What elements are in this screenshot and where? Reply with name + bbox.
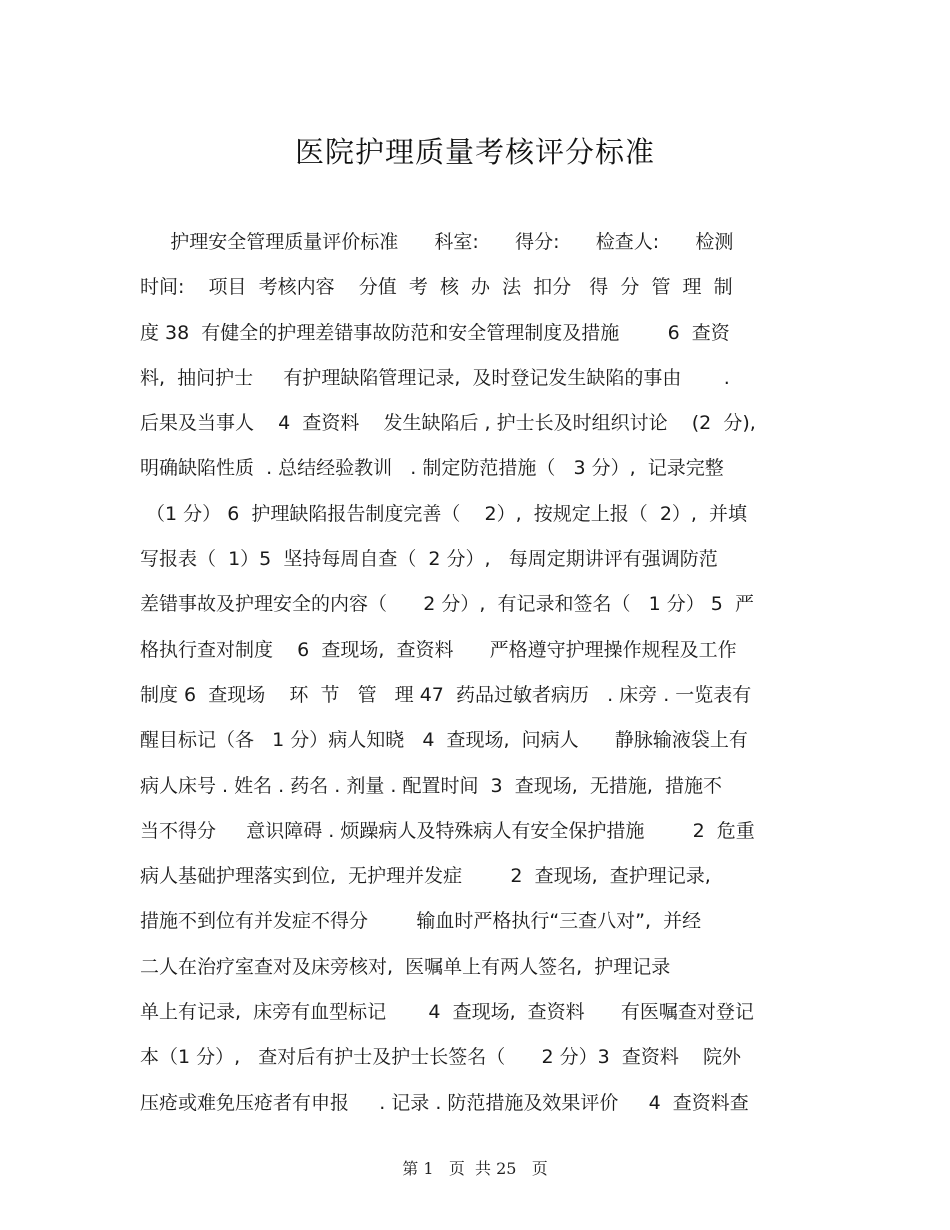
body-line: 度 38 有健全的护理差错事故防范和安全管理制度及措施 6 查资 — [140, 321, 730, 344]
body-line: 病人基础护理落实到位, 无护理并发症 2 查现场, 查护理记录, — [140, 865, 711, 888]
page-number: 第 1 页 共 25 页 — [402, 1159, 548, 1178]
document-body — [140, 220, 820, 1126]
body-line: 差错事故及护理安全的内容（ 2 分）, 有记录和签名（ 1 分） 5 严 — [140, 593, 754, 616]
body-line: （1 分） 6 护理缺陷报告制度完善（ 2）, 按规定上报（ 2）, 并填 — [140, 502, 748, 525]
body-line: 明确缺陷性质 . 总结经验教训 . 制定防范措施（ 3 分）, 记录完整 — [140, 457, 724, 480]
body-line: 写报表（ 1）5 坚持每周自查（ 2 分）, 每周定期讲评有强调防范 — [140, 548, 718, 571]
body-line: 格执行查对制度 6 查现场, 查资料 严格遵守护理操作规程及工作 — [140, 638, 737, 661]
body-line: 二人在治疗室查对及床旁核对, 医嘱单上有两人签名, 护理记录 — [140, 955, 671, 978]
body-line: 单上有记录, 床旁有血型标记 4 查现场, 查资料 有医嘱查对登记 — [140, 1001, 754, 1024]
body-line: 制度 6 查现场 环 节 管 理 47 药品过敏者病历 . 床旁 . 一览表有 — [140, 683, 752, 706]
body-line: 当不得分 意识障碍 . 烦躁病人及特殊病人有安全保护措施 2 危重 — [140, 819, 755, 842]
body-line: 醒目标记（各 1 分）病人知晓 4 查现场, 问病人 静脉输液袋上有 — [140, 729, 748, 752]
body-line: 护理安全管理质量评价标准 科室: 得分: 检查人: 检测 — [140, 231, 734, 253]
body-line: 病人床号 . 姓名 . 药名 . 剂量 . 配置时间 3 查现场, 无措施, 措施不 — [140, 774, 722, 797]
body-line: 时间: 项目 考核内容 分值 考 核 办 法 扣分 得 分 管 理 制 — [140, 276, 733, 299]
body-line: 料, 抽问护士 有护理缺陷管理记录, 及时登记发生缺陷的事由 . — [140, 366, 730, 389]
body-line: 后果及当事人 4 查资料 发生缺陷后 , 护士长及时组织讨论 (2 分), — [140, 412, 756, 435]
document-title: 医院护理质量考核评分标准 — [294, 135, 655, 169]
body-line: 压疮或难免压疮者有申报 . 记录 . 防范措施及效果评价 4 查资料查 — [140, 1091, 749, 1114]
body-line: 措施不到位有并发症不得分 输血时严格执行“三查八对”, 并经 — [140, 910, 702, 933]
body-line: 本（1 分）, 查对后有护士及护士长签名（ 2 分）3 查资料 院外 — [140, 1046, 741, 1069]
